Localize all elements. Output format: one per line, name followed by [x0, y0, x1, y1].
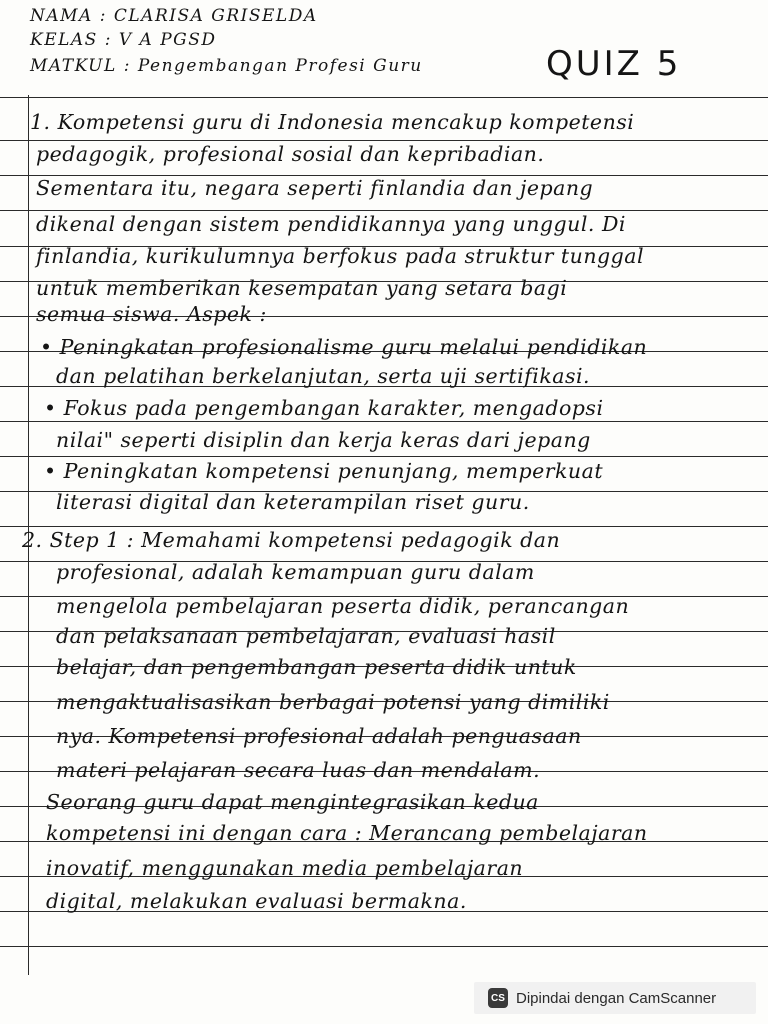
text-line: 2. Step 1 : Memahami kompetensi pedagogik dan	[22, 528, 561, 552]
text-line: kompetensi ini dengan cara : Merancang pembelajaran	[46, 821, 648, 845]
text-line: inovatif, menggunakan media pembelajaran	[46, 856, 524, 880]
ruled-line	[0, 210, 768, 211]
text-line: dan pelaksanaan pembelajaran, evaluasi hasil	[56, 624, 556, 648]
text-line: finlandia, kurikulumnya berfokus pada struktur tunggal	[36, 244, 645, 268]
text-line: untuk memberikan kesempatan yang setara bagi	[36, 276, 568, 300]
bullet-line: • Peningkatan kompetensi penunjang, memperkuat	[44, 459, 604, 483]
text-line: Sementara itu, negara seperti finlandia dan jepang	[36, 176, 594, 200]
text-line: dan pelatihan berkelanjutan, serta uji sertifikasi.	[56, 364, 591, 388]
text-line: literasi digital dan keterampilan riset guru.	[56, 490, 530, 514]
text-line: digital, melakukan evaluasi bermakna.	[46, 889, 467, 913]
ruled-line	[0, 946, 768, 947]
text-line: dikenal dengan sistem pendidikannya yang unggul. Di	[36, 212, 626, 236]
text-line: 1. Kompetensi guru di Indonesia mencakup kompetensi	[30, 110, 635, 134]
bullet-line: • Fokus pada pengembangan karakter, mengadopsi	[44, 396, 604, 420]
ruled-line	[0, 140, 768, 141]
ruled-line	[0, 97, 768, 98]
camscanner-logo-icon: CS	[488, 988, 508, 1008]
student-class: KELAS : V A PGSD	[30, 30, 217, 50]
text-line: Seorang guru dapat mengintegrasikan kedua	[46, 790, 539, 814]
text-line: profesional, adalah kemampuan guru dalam	[56, 560, 535, 584]
course-name: MATKUL : Pengembangan Profesi Guru	[30, 56, 423, 76]
ruled-line	[0, 421, 768, 422]
text-line: belajar, dan pengembangan peserta didik untuk	[56, 655, 577, 679]
ruled-line	[0, 526, 768, 527]
text-line: pedagogik, profesional sosial dan kepribadian.	[36, 142, 545, 166]
text-line: mengelola pembelajaran peserta didik, perancangan	[56, 594, 630, 618]
quiz-title: QUIZ 5	[546, 44, 682, 84]
student-name: NAMA : CLARISA GRISELDA	[30, 6, 318, 26]
text-line: nya. Kompetensi profesional adalah penguasaan	[56, 724, 582, 748]
watermark-text: Dipindai dengan CamScanner	[516, 989, 717, 1007]
bullet-line: • Peningkatan profesionalisme guru melalui pendidikan	[40, 335, 648, 359]
text-line: semua siswa. Aspek :	[36, 302, 267, 326]
text-line: materi pelajaran secara luas dan mendalam.	[56, 758, 541, 782]
text-line: nilai" seperti disiplin dan kerja keras dari jepang	[56, 428, 591, 452]
camscanner-watermark	[474, 982, 756, 1014]
ruled-line	[0, 456, 768, 457]
text-line: mengaktualisasikan berbagai potensi yang dimiliki	[56, 690, 610, 714]
